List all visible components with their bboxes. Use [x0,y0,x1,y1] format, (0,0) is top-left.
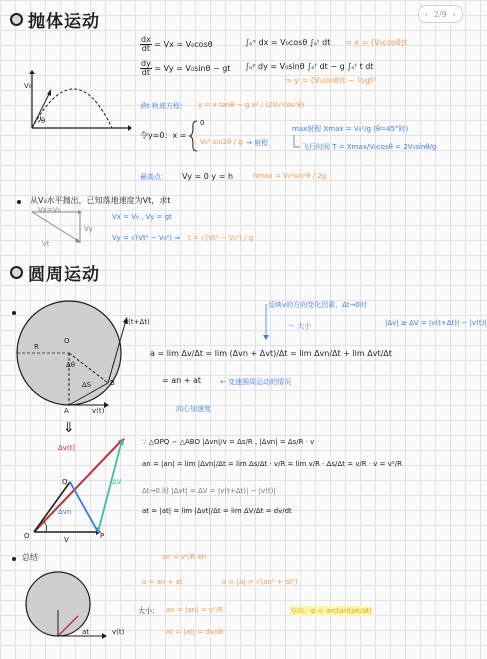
root-range: V₀² sin2θ / g [200,138,243,146]
eq-x-result: ⇒ x = (V₀cosθ)t [345,38,408,47]
max-range: max射程 Xmax = V₀²/g (θ=45°时) [292,125,409,133]
summary-title: 总结 [22,553,38,562]
tri-Q-label: Q [62,478,68,486]
summary-an-vector: an = v²/R en [162,553,207,561]
summary-direction: 方向：α = arctan(an/at) [290,607,372,615]
list-bullet-icon [17,200,21,204]
prev-page-button[interactable]: ‹ [424,9,428,19]
delta-v-note: |Δv| ≥ ΔV = |v(t+Δt)| − |v(t)| [385,319,487,327]
section-bullet-icon [10,13,23,26]
page-navigator [418,5,463,23]
summary-at-magnitude: at = |at| = dv/dt [166,628,224,636]
tri-O-label: O [24,532,30,540]
fig-vt-label: Vt [42,240,50,248]
acceleration-sum: = an + at [162,376,202,385]
acceleration-definition: a = lim Δv/Δt = lim (Δvn + Δvt)/Δt = lim Δvn/Δt + lim Δvt/Δt [150,349,392,358]
summary-a-vector: a = an + at [142,578,183,586]
velocity-change-triangle [26,440,136,540]
circle-B-label: B [110,379,115,387]
list-bullet-icon [12,557,16,561]
delta-V-label: ΔV [112,478,122,486]
tri-v-label: V [64,536,69,544]
v-t-dt-label: v(t+Δt) [124,318,150,326]
fig-vy-label: Vy [84,225,93,233]
section-title-projectile: 抛体运动 [28,12,100,32]
flight-time: 飞行时间 T = Xmax/V₀cosθ = 2V₀sinθ/g [302,143,437,151]
direction-note: 反映v的方向变化因素，Δt→0时 [268,301,367,309]
fig-v0-label: V₀ [24,82,32,90]
root-zero: 0 [200,119,205,127]
tri-P-label: P [100,532,105,540]
eq-vy-integral: ∫ₒʸ dy = V₀sinθ ∫ₒᵗ dt − g ∫ₒᵗ t dt [245,62,374,71]
v-t-label: v(t) [92,407,105,415]
variable-speed-note: ← 变速圆周运动的情况 [220,378,292,386]
fig-theta-label: θ [41,117,46,125]
summary-size-label: 大小： [138,607,159,615]
circular-motion-figure [14,298,144,416]
summary-vt-label: v(t) [112,628,125,636]
fig-vx-label: Vx=V₀ [38,206,61,214]
next-page-button[interactable]: › [452,9,456,19]
summary-circle-figure [18,566,118,646]
eq-vx-integral: ∫ₒˣ dx = V₀cosθ ∫ₒᵗ dt [245,38,331,47]
set-y-zero: 令y=0：x = [140,131,187,140]
example-eq-3: t = √(Vt² − V₀²) / g [188,234,254,242]
similar-triangles: ∵ △OPQ ∽ △ABO |Δvn|/v = Δs/R , |Δvn| = Δs/R · v [142,438,315,446]
page-indicator: 2/9 [433,9,447,19]
an-derivation: an = |an| = lim |Δvn|/Δt = lim Δs/Δt · v/R = lim v/R · Δs/Δt = v/R · v = v²/R [142,460,402,468]
circle-ds-label: ΔS [82,381,92,389]
circle-O-label: O [64,337,70,345]
range-label: → 射程 [246,139,269,147]
circle-A-label: A [64,407,69,415]
centripetal-label: 向心加速度 [176,405,211,413]
trajectory-equation: y = x tanθ − g x² / (2V₀²cos²θ) [198,101,305,109]
summary-at-label: at [82,628,90,636]
down-arrow-icon: ⇓ [63,420,75,436]
magnitude-note: ～ 大小 [288,322,312,330]
max-height: hmax = V₀²sin²θ / 2g [253,172,327,180]
circle-theta-label: Δθ [66,361,76,369]
summary-an-magnitude: an = |an| = v²/R [166,606,223,614]
section-bullet-icon [10,266,23,279]
projectile-trajectory-figure [20,70,130,135]
circle-R-label: R [34,343,39,351]
velocity-triangle-figure [30,210,90,250]
delta-v-label: Δv(t) [58,444,76,452]
highest-point-condition: Vy = 0 y = h [182,172,234,181]
brace-icon [190,120,198,152]
note-arrow [262,304,282,340]
example-eq-1: Vx = V₀ , Vy = gt [112,213,172,221]
example-eq-2: Vy = √(Vt² − V₀²) ⇒ [112,234,181,242]
section-title-circular: 圆周运动 [28,265,100,285]
summary-a-magnitude: a = |a| = √(an² + at²) [222,578,298,586]
at-derivation: at = |at| = lim |Δvt|/Δt = lim ΔV/Δt = dv/dt [142,507,292,515]
bracket-arrow [292,135,302,151]
trajectory-label: 消t 轨迹方程： [140,102,187,110]
dt-zero-note: Δt→0 时 |Δvt| = ΔV = |v(t+Δt)| − |v(t)| [142,487,276,495]
eq-vy: $\frac{dy}{dt}$ = Vy = V₀sinθ − gt [141,59,231,77]
eq-vx: $\frac{dx}{dt}$ = Vx = V₀cosθ [141,35,213,53]
example-question: 从V₀水平抛出，已知落地速度为Vt，求t [30,196,171,205]
delta-vn-label: Δvn [58,508,72,516]
eq-y-result: ⇒ y = (V₀sinθ)t − ½gt² [285,76,377,85]
highest-point-label: 最高点： [140,173,168,181]
